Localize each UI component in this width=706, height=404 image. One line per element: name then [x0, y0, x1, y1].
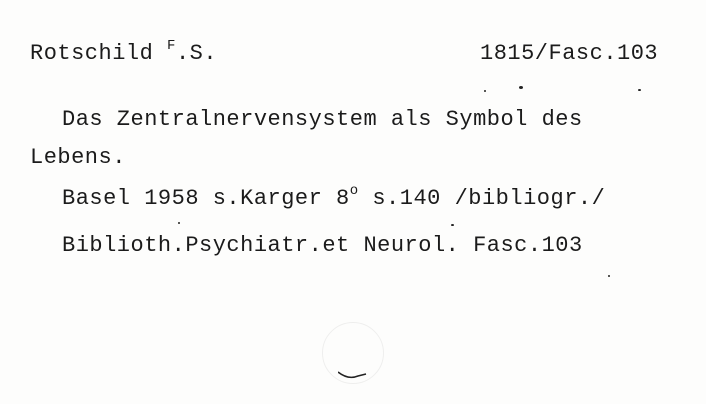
author-line: [30, 38, 218, 67]
speck: [608, 275, 610, 277]
call-number: 1815/Fasc.103: [480, 41, 659, 66]
speck: [451, 224, 454, 226]
title-line-1: Das Zentralnervensystem als Symbol des: [62, 107, 583, 132]
imprint-main: Basel 1958 s.Karger 8: [62, 186, 350, 211]
speck: [638, 89, 641, 91]
author-initial-rest: .S.: [175, 41, 218, 66]
speck: [519, 86, 523, 89]
format-superscript: o: [349, 183, 359, 199]
title-line-2: Lebens.: [30, 145, 126, 170]
speck: [484, 90, 486, 92]
punch-hole-mark: [338, 368, 372, 380]
author-name: Rotschild: [30, 41, 154, 66]
speck: [178, 222, 180, 224]
imprint-rest: s.140 /bibliogr./: [358, 186, 606, 211]
author-initial: F: [167, 38, 176, 54]
imprint-line: [62, 183, 606, 212]
series-line: Biblioth.Psychiatr.et Neurol. Fasc.103: [62, 233, 583, 258]
